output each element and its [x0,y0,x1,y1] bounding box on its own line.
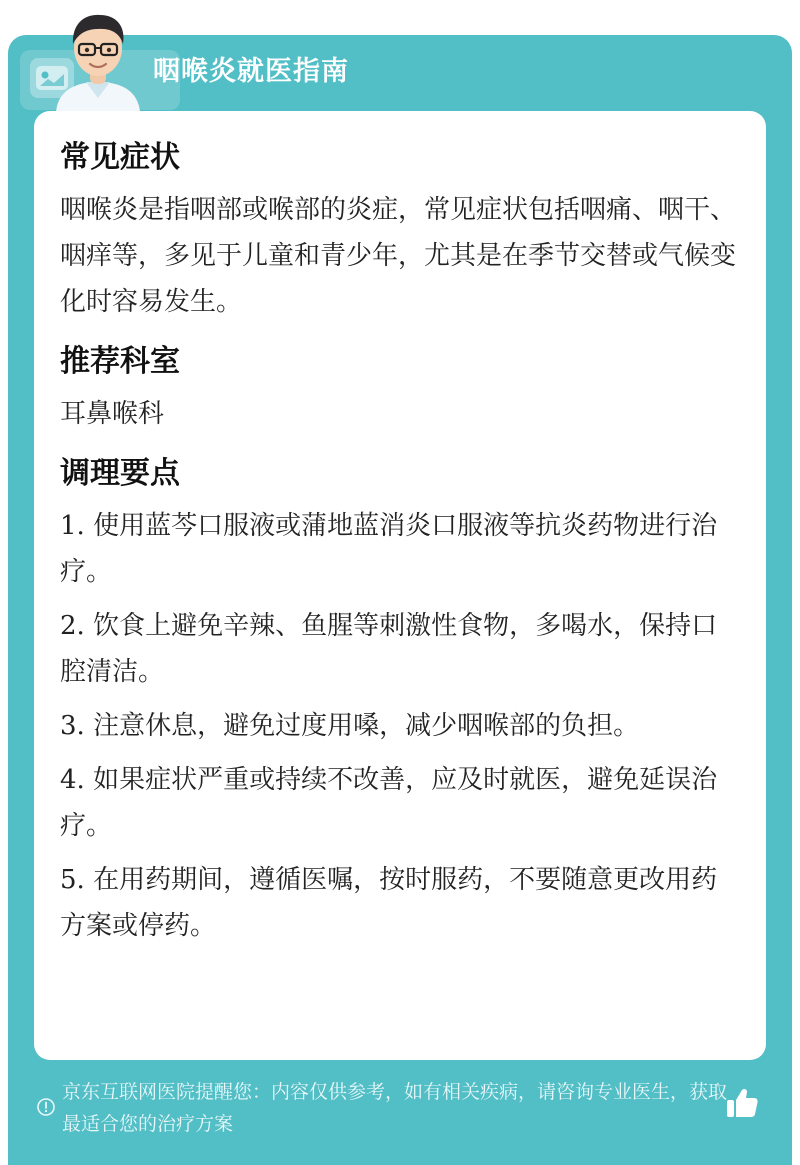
section-heading-symptoms: 常见症状 [60,140,180,175]
care-item-number: 2. [60,611,85,641]
care-item-number: 5. [60,865,85,895]
doctor-avatar [48,6,148,112]
symptoms-text: 咽喉炎是指咽部或喉部的炎症，常见症状包括咽痛、咽干、咽痒等，多见于儿童和青少年，尤其是在季节交替或气候变化时容易发生。 [60,195,737,317]
disclaimer-text: 京东互联网医院提醒您：内容仅供参考，如有相关疾病，请咨询专业医生，获取最适合您的治疗方案 [62,1081,728,1135]
page-title: 咽喉炎就医指南 [153,56,349,87]
section-heading-care: 调理要点 [60,456,180,491]
section-heading-department: 推荐科室 [60,344,180,379]
care-item-text: 饮食上避免辛辣、鱼腥等刺激性食物，多喝水，保持口腔清洁。 [60,611,718,687]
department-text: 耳鼻喉科 [60,399,165,429]
care-item-text: 使用蓝芩口服液或蒲地蓝消炎口服液等抗炎药物进行治疗。 [60,511,718,587]
care-item [60,857,740,949]
care-item-text: 注意休息，避免过度用嗓，减少咽喉部的负担。 [93,711,640,741]
care-item [60,603,740,695]
care-item-text: 在用药期间，遵循医嘱，按时服药，不要随意更改用药方案或停药。 [60,865,718,941]
care-item-text: 如果症状严重或持续不改善，应及时就医，避免延误治疗。 [60,765,718,841]
care-item [60,703,740,749]
care-item-number: 3. [60,711,85,741]
content-card [34,111,766,1060]
care-item-number: 1. [60,511,85,541]
care-item [60,757,740,849]
care-item [60,503,740,595]
care-item-number: 4. [60,765,85,795]
thumbs-up-icon[interactable] [722,1083,762,1123]
